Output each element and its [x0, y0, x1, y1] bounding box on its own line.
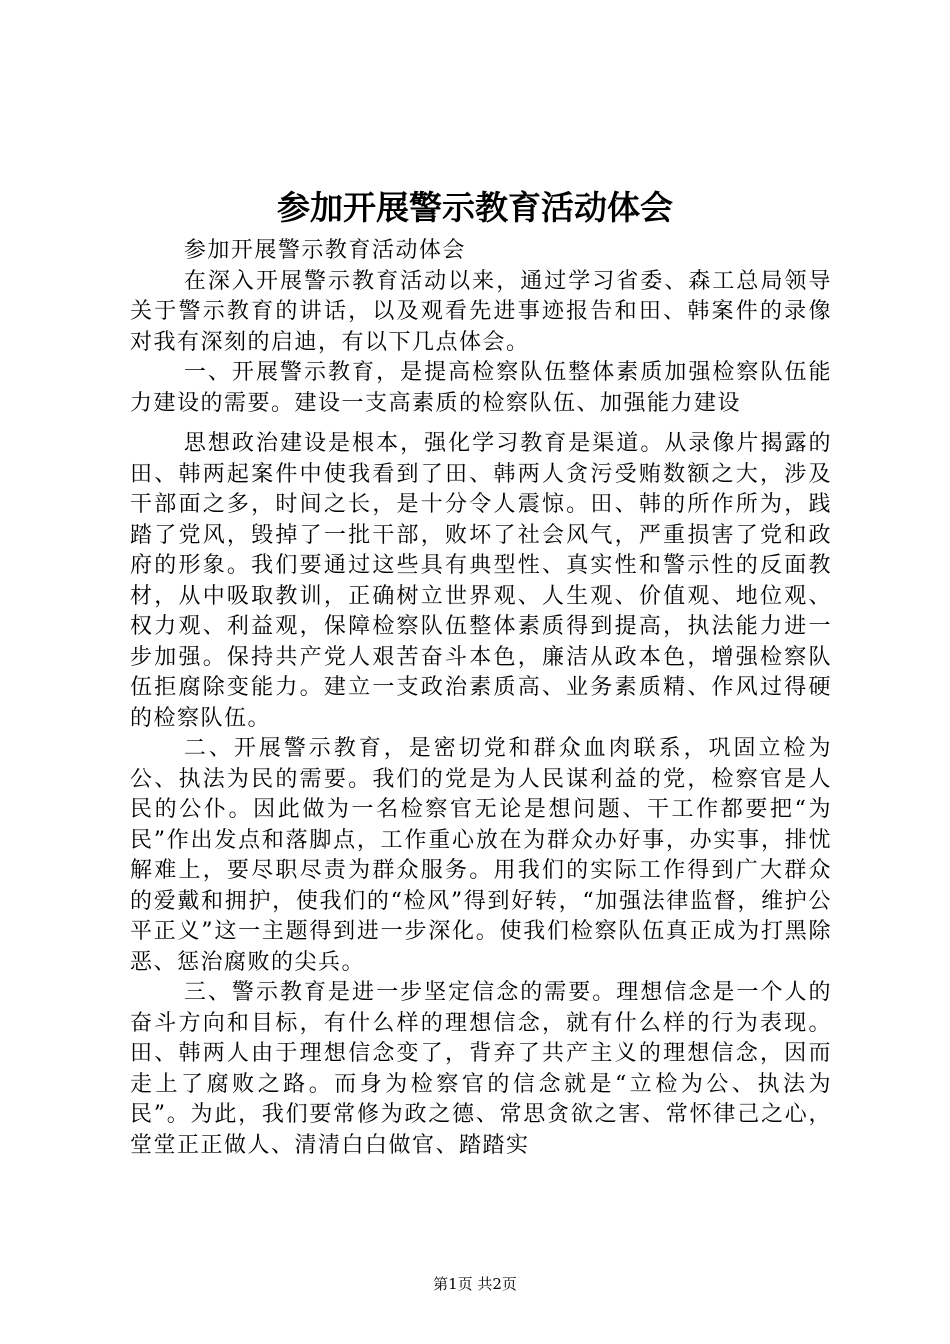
paragraph-point-two: 二、开展警示教育，是密切党和群众血肉联系，巩固立检为公、执法为民的需要。我们的党是为人民谋利益的党，检察官是人民的公仆。因此做为一名检察官无论是想问题、干工作都要把“为民”作出发点和落脚点，工作重心放在为群众办好事，办实事，排忧解难上，要尽职尽责为群众服务。用我们的实际工作得到广大群众的爱戴和拥护，使我们的“检风”得到好转，“加强法律监督，维护公平正义”这一主题得到进一步深化。使我们检察队伍真正成为打黑除恶、惩治腐败的尖兵。 [130, 736, 832, 975]
paragraph-intro: 在深入开展警示教育活动以来，通过学习省委、森工总局领导关于警示教育的讲话，以及观看先进事迹报告和田、韩案件的录像对我有深刻的启迪，有以下几点体会。 [130, 268, 832, 355]
page-number: 第1页 共2页 [433, 1275, 517, 1293]
paragraph-point-three: 三、警示教育是进一步坚定信念的需要。理想信念是一个人的奋斗方向和目标，有什么样的理想信念，就有什么样的行为表现。田、韩两人由于理想信念变了，背弃了共产主义的理想信念，因而走上了腐败之路。而身为检察官的信念就是“立检为公、执法为民”。为此，我们要常修为政之德、常思贪欲之害、常怀律己之心，堂堂正正做人、清清白白做官、踏踏实 [130, 980, 832, 1158]
paragraph-subtitle: 参加开展警示教育活动体会 [183, 238, 466, 263]
document-title: 参加开展警示教育活动体会 [277, 188, 673, 227]
document-body [130, 236, 832, 1161]
paragraph-ideology: 思想政治建设是根本，强化学习教育是渠道。从录像片揭露的田、韩两起案件中使我看到了田、韩两人贪污受贿数额之大，涉及干部面之多，时间之长，是十分令人震惊。田、韩的所作所为，践踏了党风，毁掉了一批干部，败坏了社会风气，严重损害了党和政府的形象。我们要通过这些具有典型性、真实性和警示性的反面教材，从中吸取教训，正确树立世界观、人生观、价值观、地位观、权力观、利益观，保障检察队伍整体素质得到提高，执法能力进一步加强。保持共产党人艰苦奋斗本色，廉洁从政本色，增强检察队伍拒腐除变能力。建立一支政治素质高、业务素质精、作风过得硬的检察队伍。 [130, 431, 832, 731]
paragraph-point-one: 一、开展警示教育，是提高检察队伍整体素质加强检察队伍能力建设的需要。建设一支高素质的检察队伍、加强能力建设 [130, 360, 832, 416]
